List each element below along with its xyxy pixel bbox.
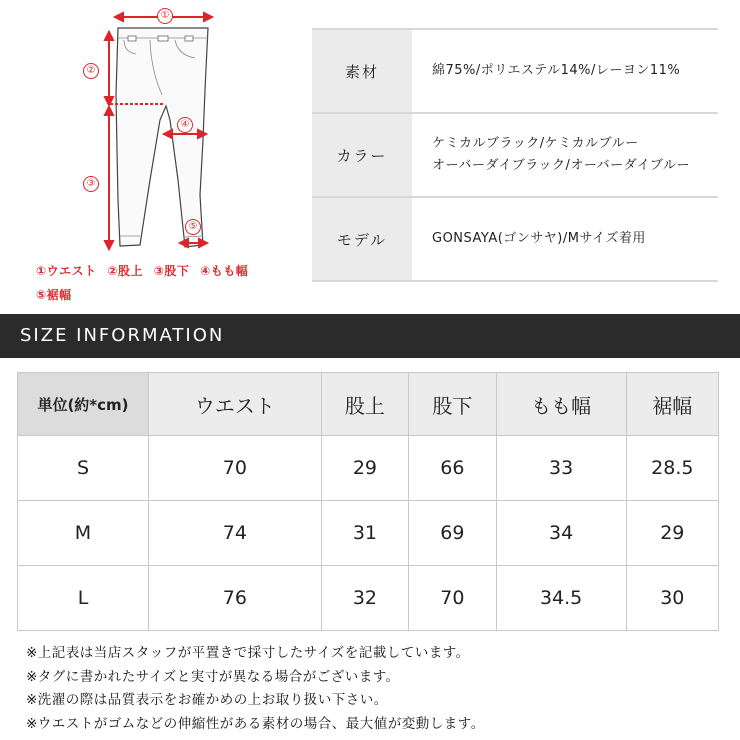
cell-inseam: 70	[409, 566, 496, 631]
note-line: ※洗濯の際は品質表示をお確かめの上お取り扱い下さい。	[26, 692, 388, 708]
diagram-legend-line1	[36, 262, 254, 279]
spec-row-color	[312, 114, 718, 198]
header-inseam: 股下	[409, 373, 496, 436]
spec-label-material: 素材	[312, 30, 412, 112]
spec-value-color	[412, 114, 718, 196]
header-unit: 単位(約*cm)	[18, 373, 149, 436]
header-thigh: もも幅	[496, 373, 626, 436]
table-row	[18, 501, 719, 566]
marker-rise: ②	[83, 63, 99, 79]
note-line: ※ウエストがゴムなどの伸縮性がある素材の場合、最大値が変動します。	[26, 715, 485, 732]
diagram-legend-line2	[36, 286, 78, 303]
header-hem: 裾幅	[626, 373, 718, 436]
spec-row-model	[312, 198, 718, 282]
legend-rise: ②股上	[107, 264, 144, 278]
cell-waist: 74	[149, 501, 322, 566]
cell-hem: 29	[626, 501, 718, 566]
cell-rise: 29	[321, 436, 408, 501]
header-rise: 股上	[321, 373, 408, 436]
spec-label-model: モデル	[312, 198, 412, 280]
cell-rise: 31	[321, 501, 408, 566]
cell-thigh: 33	[496, 436, 626, 501]
product-spec-table	[312, 28, 718, 282]
spec-label-color: カラー	[312, 114, 412, 196]
size-label: M	[18, 501, 149, 566]
table-row	[18, 436, 719, 501]
cell-thigh: 34.5	[496, 566, 626, 631]
cell-hem: 30	[626, 566, 718, 631]
legend-inseam: ③股下	[153, 264, 190, 278]
size-label: S	[18, 436, 149, 501]
cell-thigh: 34	[496, 501, 626, 566]
cell-inseam: 66	[409, 436, 496, 501]
spec-value-line: オーバーダイブラック/オーバーダイブルー	[432, 158, 691, 173]
size-information-heading: SIZE INFORMATION	[0, 314, 740, 358]
marker-hem: ⑤	[185, 219, 201, 235]
spec-value-material	[412, 30, 718, 112]
spec-value-line: GONSAYA(ゴンサヤ)/Mサイズ着用	[432, 231, 646, 246]
pants-measurement-diagram	[0, 0, 300, 310]
legend-waist: ①ウエスト	[36, 264, 97, 278]
header-waist: ウエスト	[149, 373, 322, 436]
size-table	[17, 372, 719, 631]
cell-waist: 76	[149, 566, 322, 631]
size-label: L	[18, 566, 149, 631]
size-notes	[26, 642, 726, 736]
note-line: ※タグに書かれたサイズと実寸が異なる場合がございます。	[26, 668, 400, 685]
spec-value-model	[412, 198, 718, 280]
spec-value-line: 綿75%/ポリエステル14%/レーヨン11%	[432, 63, 681, 78]
cell-rise: 32	[321, 566, 408, 631]
cell-waist: 70	[149, 436, 322, 501]
marker-inseam: ③	[83, 176, 99, 192]
legend-hem: ⑤裾幅	[36, 288, 72, 302]
table-row	[18, 566, 719, 631]
cell-inseam: 69	[409, 501, 496, 566]
cell-hem: 28.5	[626, 436, 718, 501]
marker-waist: ①	[157, 8, 173, 24]
note-line: ※上記表は当店スタッフが平置きで採寸したサイズを記載しています。	[26, 645, 470, 661]
spec-value-line: ケミカルブラック/ケミカルブルー	[432, 136, 639, 151]
spec-row-material	[312, 28, 718, 114]
marker-thigh: ④	[177, 117, 193, 133]
legend-thigh: ④もも幅	[200, 264, 249, 278]
size-table-header-row	[18, 373, 719, 436]
